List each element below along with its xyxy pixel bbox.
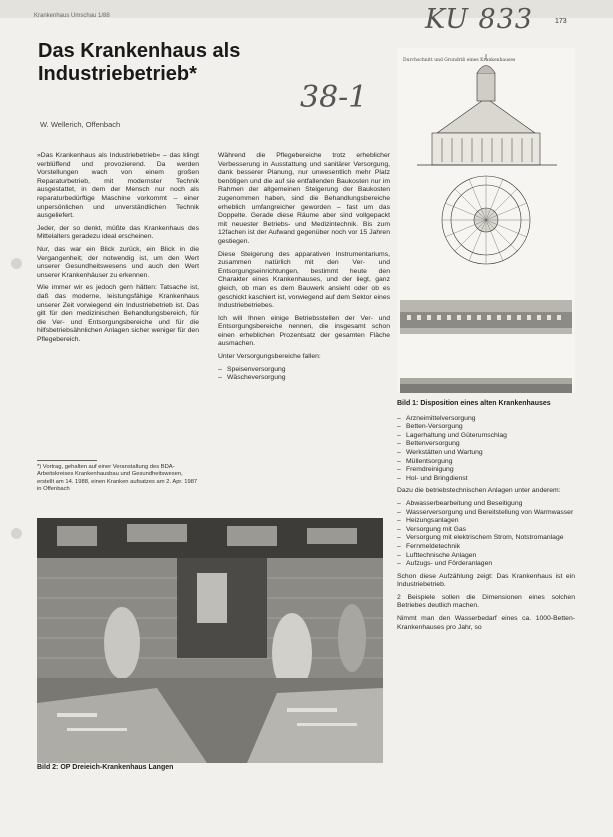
list-item: – Bettenversorgung	[397, 440, 575, 449]
article-title	[38, 40, 240, 86]
circular-ground-plan-drawing	[442, 176, 530, 264]
footnote-rule	[37, 460, 97, 461]
list-item: – Fernmeldetechnik	[397, 543, 575, 552]
list-item: – Lufttechnische Anlagen	[397, 552, 575, 561]
figure-2-caption: Bild 2: OP Dreieich-Krankenhaus Langen	[37, 764, 174, 771]
figure-1-engraving	[397, 48, 575, 393]
paragraph: Wie immer wir es jedoch gern hätten: Tatsache ist, daß das moderne, leistungsfähige Krankenhaus unserer Zeit vorwiegend ein Industriebetrieb ist. Das gilt für den medizinischen Behandlungsbereich, für die Ver- und Entsorgungsbereiche und für die hilfsbetriebsähnlichen Anlagen sicher weniger für den Pflegebereich.	[37, 284, 199, 343]
list-item: – Fremdreinigung	[397, 466, 575, 475]
footnote-text: *) Vortrag, gehalten auf einer Veranstaltung des BDA-Arbeitskreises Krankenhausbau und Gesundheitswesen, erstellt am 14. 1988, einen Kranken aufsatzes am 2. Apr. 1987 in Offenbach	[37, 464, 198, 492]
paragraph: »Das Krankenhaus als Industriebetrieb« – das klingt verblüffend und provozierend. Da werden Vorstellungen wach von einem großen Reparaturbetrieb, mit modernster Technik ausgestattet, in dem der Mensch nur noch als reparaturbedürftige Maschine vorkommt – einer unpersönlichen und unverständlichen Technik ausgeliefert.	[37, 152, 199, 220]
list-item: – Speisenversorgung	[218, 366, 390, 375]
journal-header: Krankenhaus Umschau 1/88	[34, 13, 110, 19]
page-number: 173	[555, 18, 567, 25]
list-item: – Lagerhaltung und Güterumschlag	[397, 432, 575, 441]
paragraph: Schon diese Aufzählung zeigt: Das Krankenhaus ist ein Industriebetrieb.	[397, 572, 575, 589]
article-author: W. Wellerich, Offenbach	[40, 120, 121, 129]
punch-hole	[11, 258, 22, 269]
paragraph: Ich will Ihnen einige Betriebsstellen der Ver- und Entsorgungsbereiche nennen, die insgesamt schon einen erheblichen Prozentsatz der gesamten Fläche ausmachen.	[218, 314, 390, 348]
paragraph: Nimmt man den Wasserbedarf eines ca. 1000-Betten-Krankenhauses pro Jahr, so	[397, 615, 575, 631]
paragraph: Diese Steigerung des apparativen Instrumentariums, zusammen natürlich mit den Ver- und Entsorgungseinrichtungen, bestimmt heute den Charakter eines Krankenhauses, und der liegt, ganz gleich, ob man es dem Bauwerk ansieht oder ob es geschickt kaschiert ist, vorwiegend auf dem Sektor eines Industriebetriebes.	[218, 250, 390, 310]
list-item: – Versorgung mit elektrischem Strom, Notstromanlage	[397, 534, 575, 543]
text-column-1	[37, 152, 199, 348]
paragraph: 2 Beispiele sollen die Dimensionen eines solchen Betriebes deutlich machen.	[397, 593, 575, 610]
list-item: – Wasserversorgung und Bereitstellung von Warmwasser	[397, 509, 575, 518]
list-item: – Arzneimittelversorgung	[397, 415, 575, 424]
list-item: – Versorgung mit Gas	[397, 526, 575, 535]
footnote	[37, 460, 199, 493]
list-item: – Wäscheversorgung	[218, 374, 390, 383]
list-item: – Abwasserbearbeitung und Beseitigung	[397, 500, 575, 509]
paragraph: Jeder, der so denkt, müßte das Krankenhaus des Mittelalters geradezu ideal erscheinen.	[37, 224, 199, 241]
paragraph: Während die Pflegebereiche trotz erheblicher Verbesserung in Ausstattung und sanitärer Versorgung, dank besserer Planung, nur unwesentlich mehr Platz benötigen und die auf sie entfallenden Baukosten nur im Rahmen der allgemeinen Steigerung der Baukosten zugenommen haben, sind die Behandlungsbereiche erheblich umfangreicher geworden – fast um das Doppelte. Gerade diese Räume aber sind vollgepackt mit neuester Betriebs- und Medizintechnik. Bis zum 12fachen ist der Aufwand gegenüber noch vor 15 Jahren gestiegen.	[218, 152, 390, 245]
hospital-building-photo-1	[400, 300, 572, 334]
engraving-title: Durchschnitt und Grundriß eines Krankenhauses	[403, 58, 516, 63]
title-line-1: Das Krankenhaus als	[38, 40, 241, 62]
figure-2-operating-room-photo	[37, 518, 383, 763]
service-list	[397, 415, 575, 484]
figure-1-caption: Bild 1: Disposition eines alten Krankenhauses	[397, 400, 551, 407]
text-column-2	[218, 152, 390, 387]
paragraph: Unter Versorgungsbereiche fallen:	[218, 353, 321, 361]
paragraph: Dazu die betriebstechnischen Anlagen unter anderem:	[397, 487, 561, 495]
list-item: – Hol- und Bringdienst	[397, 475, 575, 484]
list-item: – Heizungsanlagen	[397, 517, 575, 526]
technical-systems-list	[397, 500, 575, 569]
paragraph: Nur, das war ein Blick zurück, ein Blick in die Vergangenheit; der notwendig ist, um den Wert unserer Gesundheitswesens und auch den Wert unserer Krankenhäuser zu erkennen.	[37, 245, 199, 279]
handwritten-archive-number: KU 833	[425, 4, 534, 35]
list-item: – Betten-Versorgung	[397, 423, 575, 432]
handwritten-note: 38-1	[300, 80, 368, 115]
punch-hole	[11, 528, 22, 539]
list-item: – Werkstätten und Wartung	[397, 449, 575, 458]
hospital-building-photo-2	[400, 378, 572, 393]
list-item: – Müllentsorgung	[397, 458, 575, 467]
text-column-3	[397, 400, 575, 636]
title-line-2: Industriebetrieb*	[38, 63, 197, 85]
supply-list	[218, 366, 390, 383]
list-item: – Aufzugs- und Förderanlagen	[397, 560, 575, 569]
